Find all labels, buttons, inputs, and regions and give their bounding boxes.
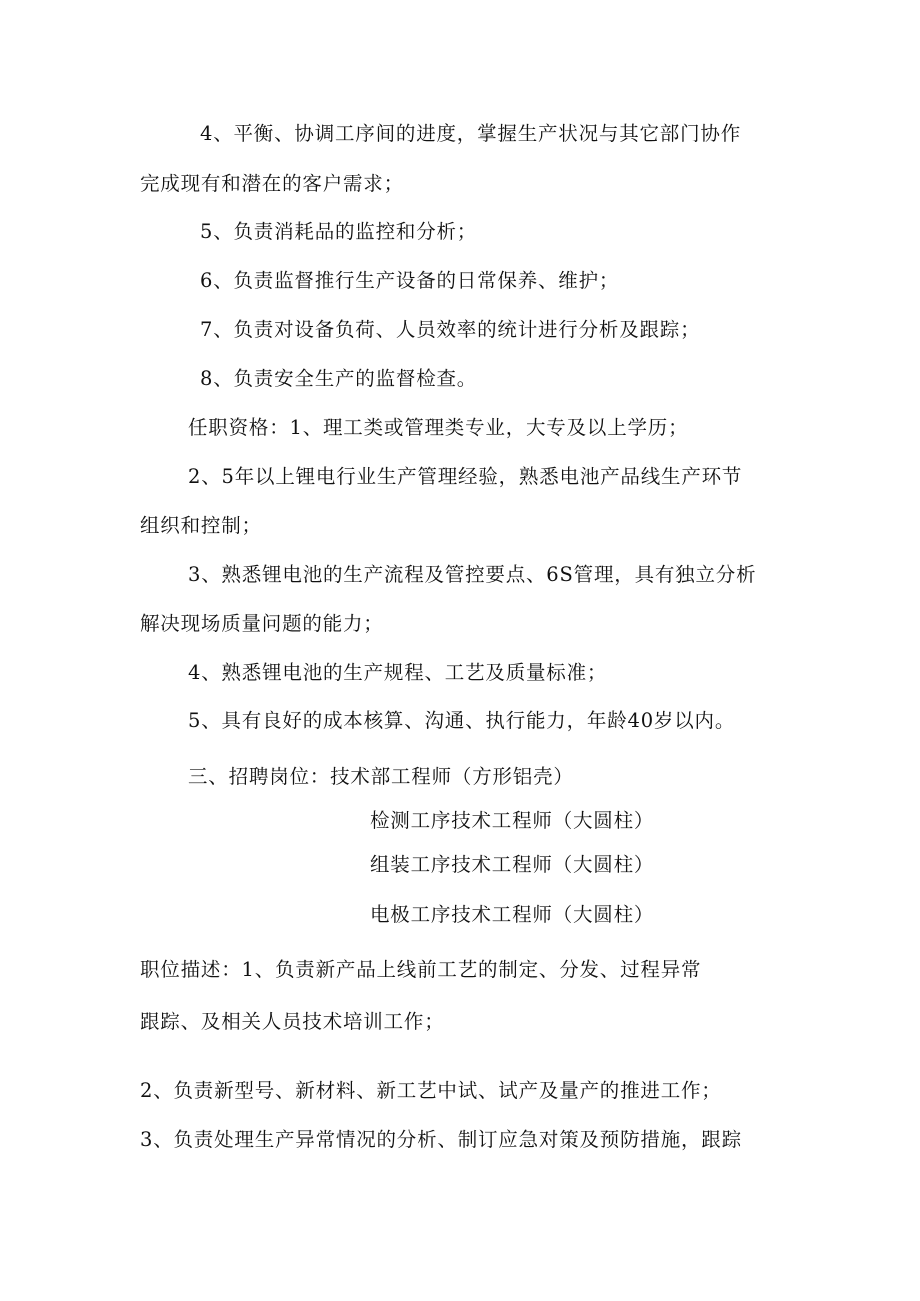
text-line: 3、熟悉锂电池的生产流程及管控要点、6S管理，具有独立分析: [188, 563, 757, 586]
text-line: 职位描述：1、负责新产品上线前工艺的制定、分发、过程异常: [140, 958, 702, 981]
text-line: 组装工序技术工程师（大圆柱）: [370, 853, 655, 876]
text-line: 3、负责处理生产异常情况的分析、制订应急对策及预防措施，跟踪: [140, 1128, 742, 1151]
text-line: 2、5年以上锂电行业生产管理经验，熟悉电池产品线生产环节: [188, 465, 743, 488]
text-line: 检测工序技术工程师（大圆柱）: [370, 809, 655, 832]
text-line: 完成现有和潜在的客户需求；: [140, 172, 404, 195]
text-line: 任职资格：1、理工类或管理类专业，大专及以上学历；: [188, 416, 689, 439]
text-line: 7、负责对设备负荷、人员效率的统计进行分析及跟踪；: [200, 318, 701, 341]
section-heading: 三、招聘岗位：技术部工程师（方形铝壳）: [188, 765, 574, 788]
text-line: 电极工序技术工程师（大圆柱）: [370, 903, 655, 926]
text-line: 4、熟悉锂电池的生产规程、工艺及质量标准；: [188, 661, 608, 684]
text-line: 8、负责安全生产的监督检查。: [200, 367, 478, 390]
text-line: 4、平衡、协调工序间的进度，掌握生产状况与其它部门协作: [200, 122, 742, 145]
text-line: 5、具有良好的成本核算、沟通、执行能力，年龄40岁以内。: [188, 709, 736, 732]
text-line: 组织和控制；: [140, 514, 262, 537]
text-line: 5、负责消耗品的监控和分析；: [200, 220, 478, 243]
text-line: 2、负责新型号、新材料、新工艺中试、试产及量产的推进工作；: [140, 1079, 722, 1102]
text-line: 跟踪、及相关人员技术培训工作；: [140, 1010, 445, 1033]
text-line: 6、负责监督推行生产设备的日常保养、维护；: [200, 269, 620, 292]
text-line: 解决现场质量问题的能力；: [140, 612, 384, 635]
